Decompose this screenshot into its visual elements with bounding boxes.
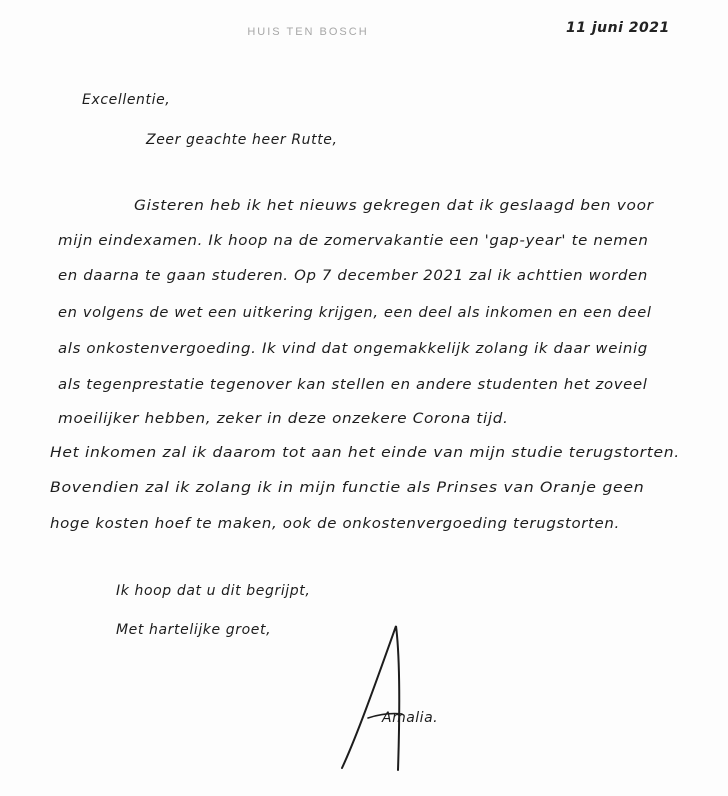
body-line: moeilijker hebben, zeker in deze onzekere Corona tijd. [58,411,509,427]
signature [338,618,458,778]
body-line: Het inkomen zal ik daarom tot aan het einde van mijn studie terugstorten. [50,445,680,461]
body-line: als onkostenvergoeding. Ik vind dat ongemakkelijk zolang ik daar weinig [58,341,648,357]
letter-salutation: Zeer geachte heer Rutte, [146,132,338,148]
letter-date: 11 juni 2021 [566,20,670,36]
body-line: en volgens de wet een uitkering krijgen, een deel als inkomen en een deel [58,305,652,321]
signature-stroke-icon [338,618,458,778]
body-line: Gisteren heb ik het nieuws gekregen dat ik geslaagd ben voor [134,198,654,214]
body-line: mijn eindexamen. Ik hoop na de zomervakantie een 'gap-year' te nemen [58,233,649,249]
body-line: en daarna te gaan studeren. Op 7 december 2021 zal ik achttien worden [58,268,649,284]
body-line: als tegenprestatie tegenover kan stellen en andere studenten het zoveel [58,377,648,393]
closing-line: Ik hoop dat u dit begrijpt, [116,583,311,599]
body-line: Bovendien zal ik zolang ik in mijn functie als Prinses van Oranje geen [50,480,645,496]
letterhead: HUIS TEN BOSCH [247,26,369,38]
signature-name: Amalia. [382,710,439,726]
letter-greeting: Excellentie, [82,92,171,108]
closing-line: Met hartelijke groet, [116,622,272,638]
body-line: hoge kosten hoef te maken, ook de onkostenvergoeding terugstorten. [50,516,620,532]
